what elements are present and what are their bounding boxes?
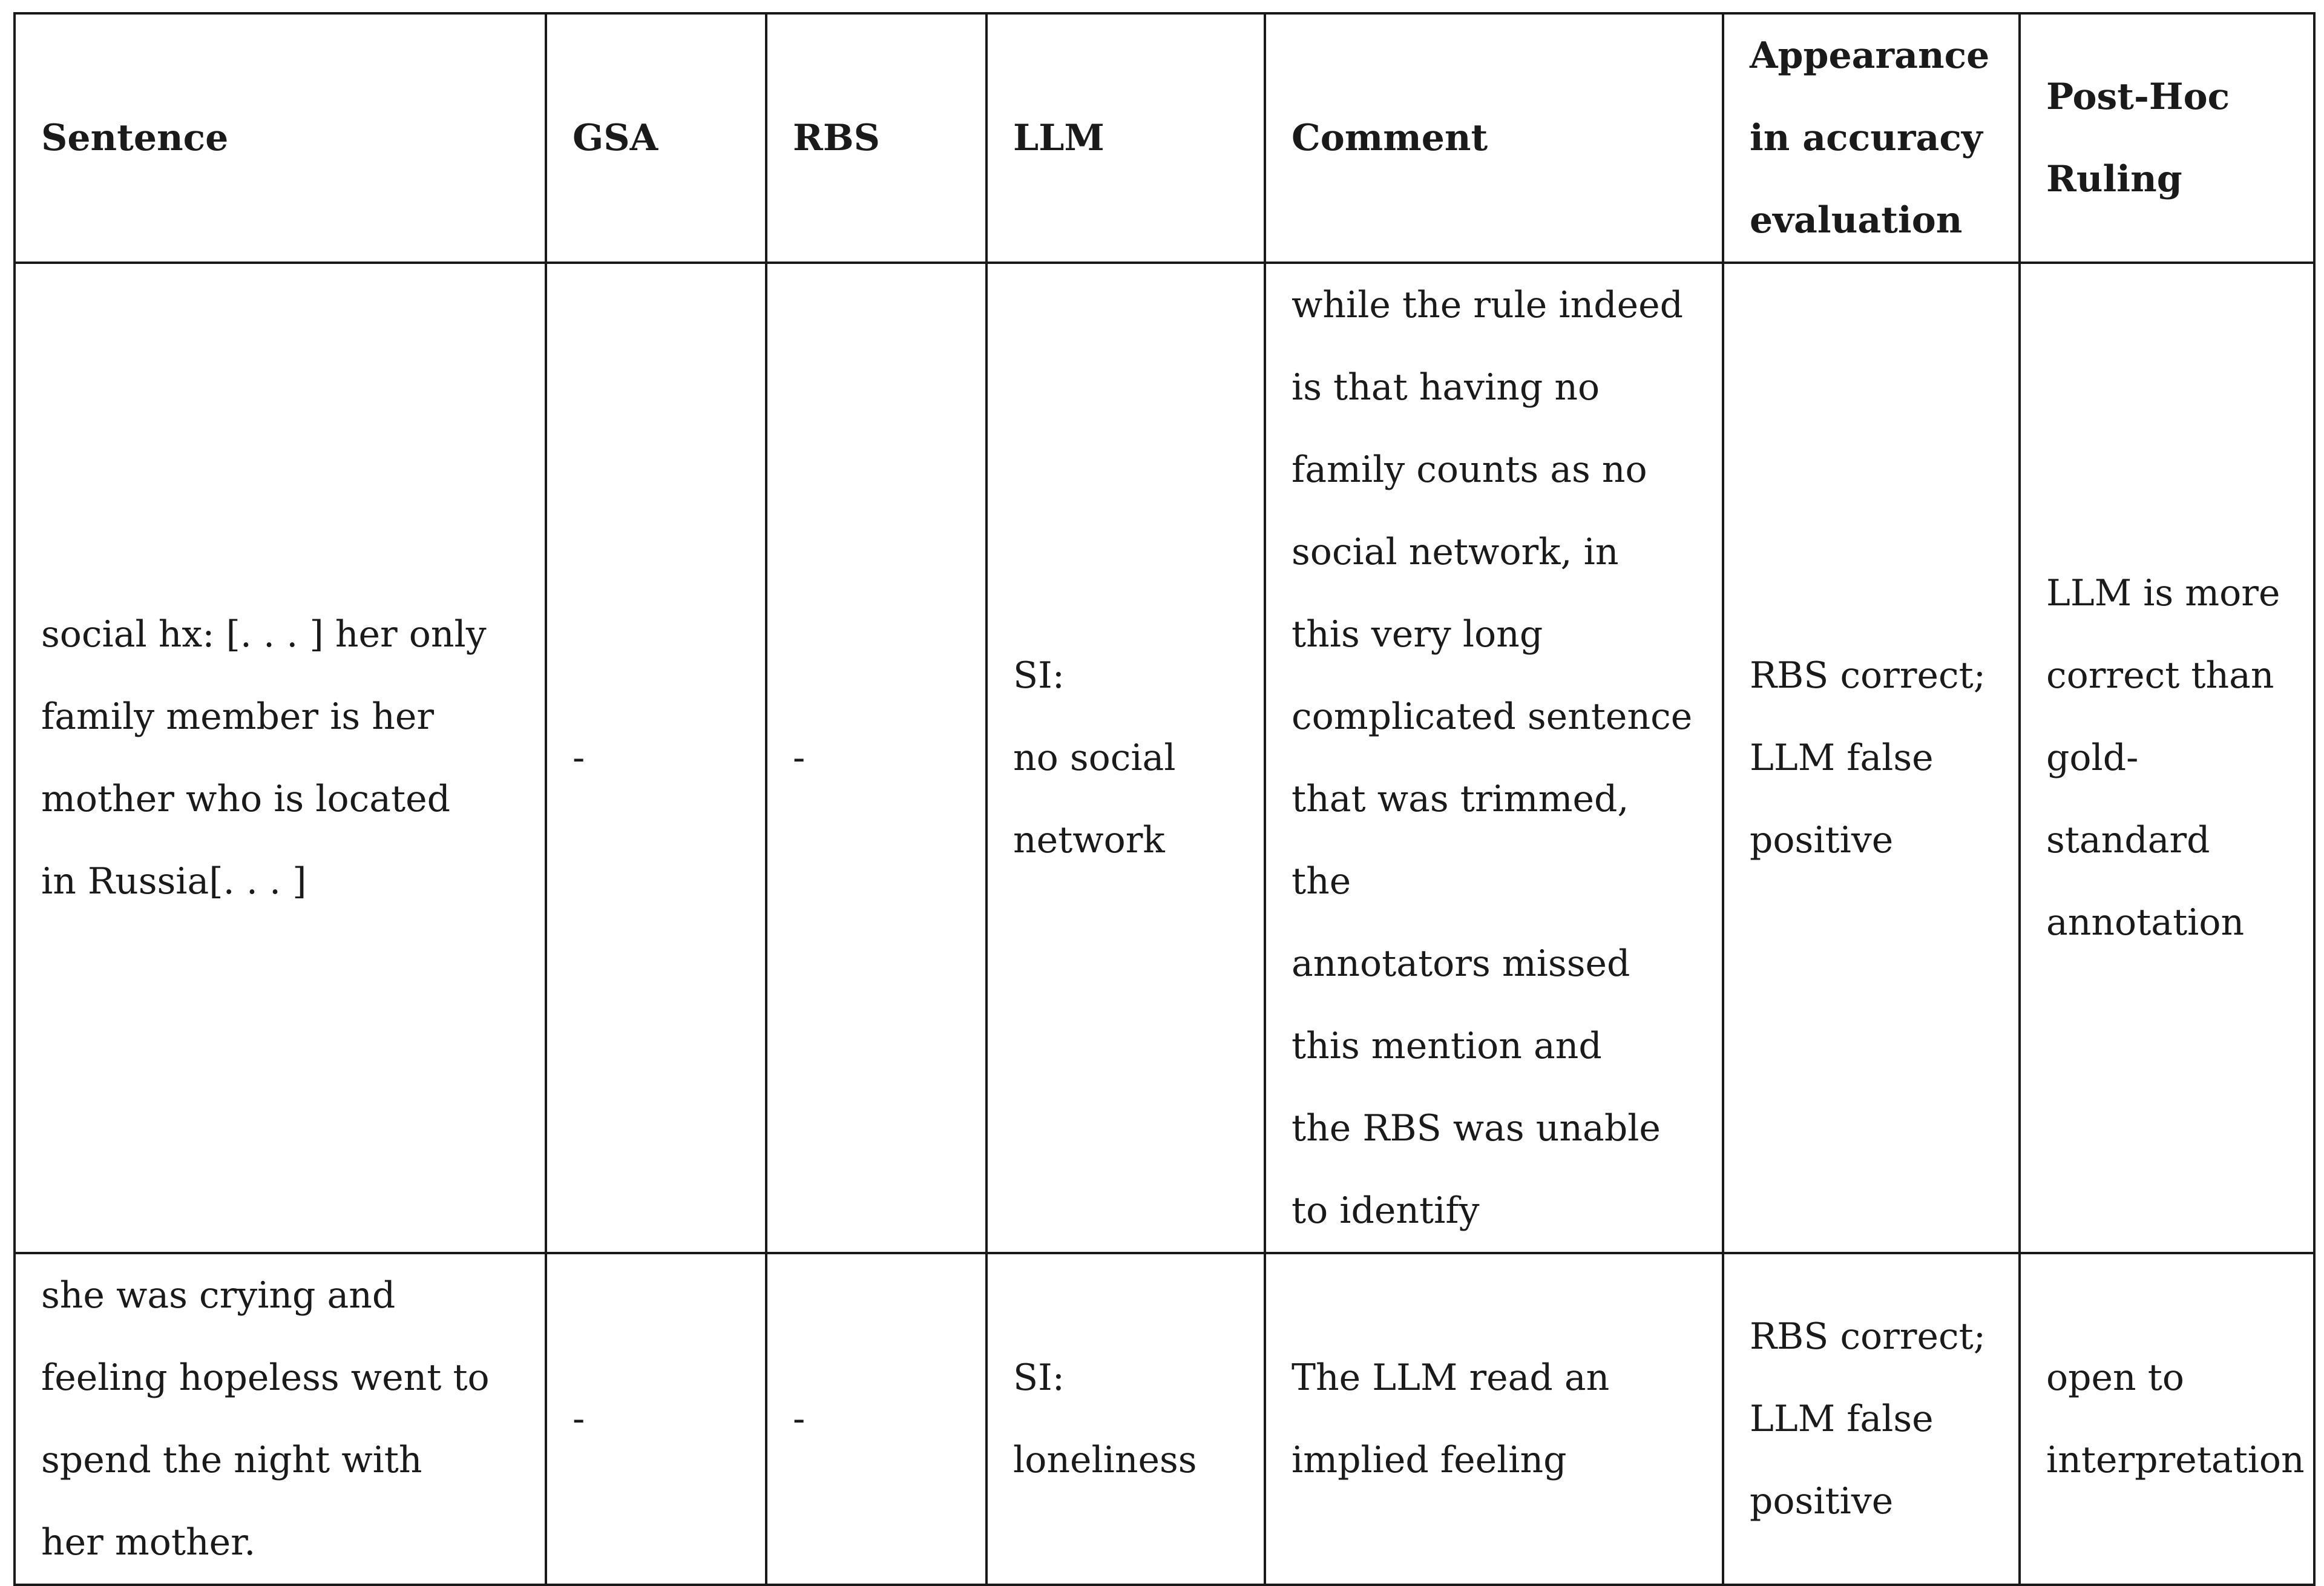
- cell-llm-text: SI: no social network: [1013, 654, 1176, 861]
- table-row: [15, 263, 2314, 1253]
- cell-sentence-text: social hx: [. . . ] her only family member is her mother who is located in Russia[. . . ]: [41, 613, 487, 903]
- cell-sentence-text: she was crying and feeling hopeless went to spend the night with her mother.: [41, 1274, 490, 1564]
- header-gsa-label: GSA: [573, 117, 658, 159]
- header-gsa: [546, 13, 766, 263]
- header-posthoc: [2020, 13, 2314, 263]
- cell-sentence: [15, 1253, 546, 1585]
- cell-rbs: [766, 263, 986, 1253]
- cell-sentence: [15, 263, 546, 1253]
- cell-rbs-text: -: [793, 737, 806, 779]
- cell-gsa: [546, 1253, 766, 1585]
- header-sentence: [15, 13, 546, 263]
- header-comment-label: Comment: [1292, 117, 1488, 159]
- header-llm-label: LLM: [1013, 117, 1105, 159]
- cell-rbs-text: -: [793, 1398, 806, 1440]
- header-posthoc-label: Post-Hoc Ruling: [2046, 76, 2230, 200]
- cell-comment-text: The LLM read an implied feeling: [1292, 1357, 1610, 1481]
- cell-comment: [1265, 263, 1723, 1253]
- header-rbs: [766, 13, 986, 263]
- cell-posthoc-text: LLM is more correct than gold-standard annotation: [2046, 572, 2280, 944]
- cell-appearance: [1723, 1253, 2020, 1585]
- cell-gsa-text: -: [573, 737, 585, 779]
- cell-appearance-text: RBS correct; LLM false positive: [1750, 1315, 1986, 1522]
- cell-posthoc: [2020, 263, 2314, 1253]
- header-llm: [986, 13, 1265, 263]
- header-comment: [1265, 13, 1723, 263]
- cell-rbs: [766, 1253, 986, 1585]
- cell-appearance: [1723, 263, 2020, 1253]
- header-appearance-label: Appearance in accuracy evaluation: [1750, 35, 1990, 242]
- cell-llm-text: SI: loneliness: [1013, 1357, 1197, 1481]
- cell-gsa-text: -: [573, 1398, 585, 1440]
- cell-posthoc-text: open to interpretation: [2046, 1357, 2305, 1481]
- cell-comment: [1265, 1253, 1723, 1585]
- header-rbs-label: RBS: [793, 117, 880, 159]
- cell-comment-text: while the rule indeed is that having no family counts as no social network, in this very long complicated sentence that was trimmed, the annotators missed this mention and the RBS was unable to identify: [1292, 284, 1693, 1232]
- cell-posthoc: [2020, 1253, 2314, 1585]
- results-table: [13, 12, 2316, 1586]
- cell-llm: [986, 263, 1265, 1253]
- header-appearance: [1723, 13, 2020, 263]
- cell-llm: [986, 1253, 1265, 1585]
- header-sentence-label: Sentence: [41, 117, 229, 159]
- header-row: [15, 13, 2314, 263]
- table-row: [15, 1253, 2314, 1585]
- table-header: [15, 13, 2314, 263]
- cell-gsa: [546, 263, 766, 1253]
- cell-appearance-text: RBS correct; LLM false positive: [1750, 654, 1986, 861]
- table-body: [15, 263, 2314, 1585]
